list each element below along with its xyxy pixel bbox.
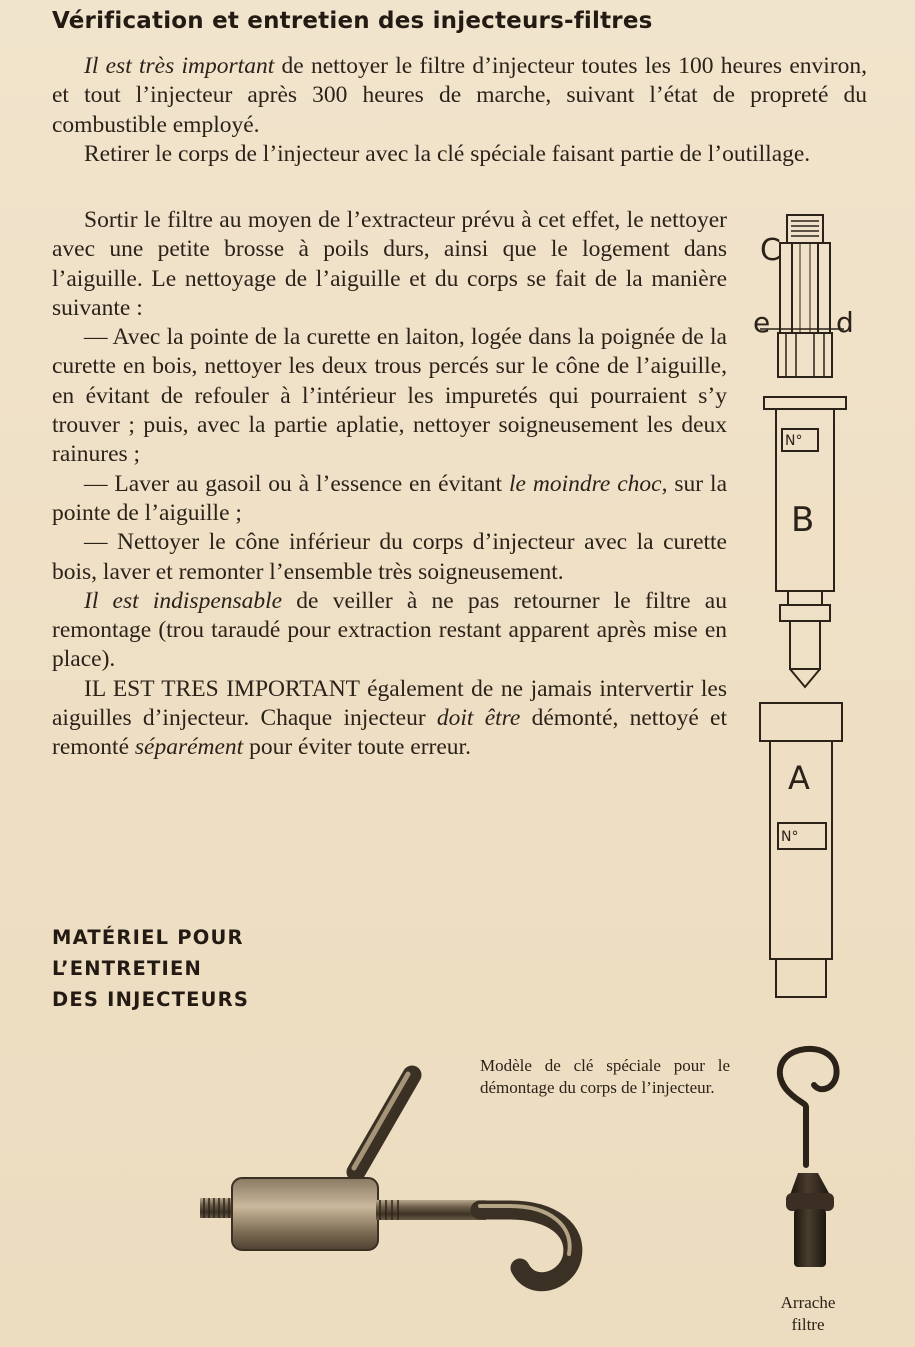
emphasis-text: séparément — [134, 734, 244, 761]
diagram-label-e: e — [753, 306, 771, 339]
materiel-line: L’ENTRETIEN — [52, 957, 203, 980]
puller-caption-line: filtre — [791, 1315, 825, 1334]
key-caption: Modèle de clé spéciale pour le démontage du corps de l’injecteur. — [480, 1056, 730, 1097]
page-title: Vérification et entretien des injecteurs-filtres — [52, 8, 653, 34]
paragraph-3: Sortir le filtre au moyen de l’extracteur prévu à cet effet, le nettoyer avec une petite brosse à poils durs, ainsi que le logement dans l’aiguille. Le nettoyage de l’aiguille et du corps se fait de la manière suivante : — [52, 207, 727, 321]
intro-text — [52, 52, 867, 169]
paragraph-2: Retirer le corps de l’injecteur avec la clé spéciale faisant partie de l’outillage. — [84, 140, 811, 167]
emphasis-text: Il est très important — [84, 53, 275, 79]
paragraph-text: de nettoyer le filtre d’injecteur toutes les 100 heures environ, et tout l’injecteur après 300 heures de marche, suivant l’état de propreté du combustible employé. — [52, 53, 867, 138]
diagram-label-c: C — [760, 233, 781, 268]
diagram-label-d: d — [836, 306, 854, 339]
puller-caption — [758, 1292, 858, 1336]
paragraph-text: pour éviter toute erreur. — [243, 734, 471, 761]
diagram-label-b: B — [791, 500, 815, 540]
materiel-heading — [52, 922, 312, 1015]
diagram-label-no-a: N° — [781, 829, 799, 845]
procedure-text — [52, 206, 727, 763]
paragraph-text: sur la pointe de l’aiguille ; — [52, 470, 728, 526]
materiel-line: MATÉRIEL POUR — [52, 926, 244, 949]
paragraph-text: — Laver au gasoil ou à l’essence en évitant — [84, 470, 510, 497]
puller-caption-line: Arrache — [780, 1293, 836, 1312]
paragraph-5 — [52, 470, 727, 529]
filter-puller-image — [770, 1045, 850, 1275]
special-key-image — [180, 1060, 600, 1295]
injector-diagram — [740, 205, 880, 1005]
paragraph-text: IL EST TRES IMPORTANT également de ne jamais intervertir les aiguilles d’injecteur. Chaque injecteur — [52, 675, 727, 732]
diagram-label-no-b: N° — [785, 433, 803, 449]
paragraph-1 — [52, 52, 867, 140]
paragraph-text: de veiller à ne pas retourner le filtre au remontage (trou taraudé pour extraction restant apparent après mise en place). — [52, 587, 727, 673]
emphasis-text: le moindre choc, — [509, 470, 668, 497]
paragraph-8 — [52, 675, 727, 763]
emphasis-text: doit être — [436, 705, 521, 732]
paragraph-text: démonté, nettoyé et remonté — [52, 705, 727, 761]
paragraph-7 — [52, 587, 727, 675]
paragraph-4: — Avec la pointe de la curette en laiton, logée dans la poignée de la curette en bois, nettoyer les deux trous percés sur le cône de l’aiguille, en évitant de refouler à l’intérieur les impuretés qui pourraient s’y trouver ; puis, avec la partie aplatie, nettoyer soigneusement les deux rainures ; — [52, 324, 727, 468]
diagram-label-a: A — [788, 759, 810, 797]
paragraph-6: — Nettoyer le cône inférieur du corps d’injecteur avec la curette bois, laver et remonter l’ensemble très soigneusement. — [52, 529, 727, 585]
emphasis-text: Il est indispensable — [84, 587, 283, 614]
materiel-line: DES INJECTEURS — [52, 988, 250, 1011]
